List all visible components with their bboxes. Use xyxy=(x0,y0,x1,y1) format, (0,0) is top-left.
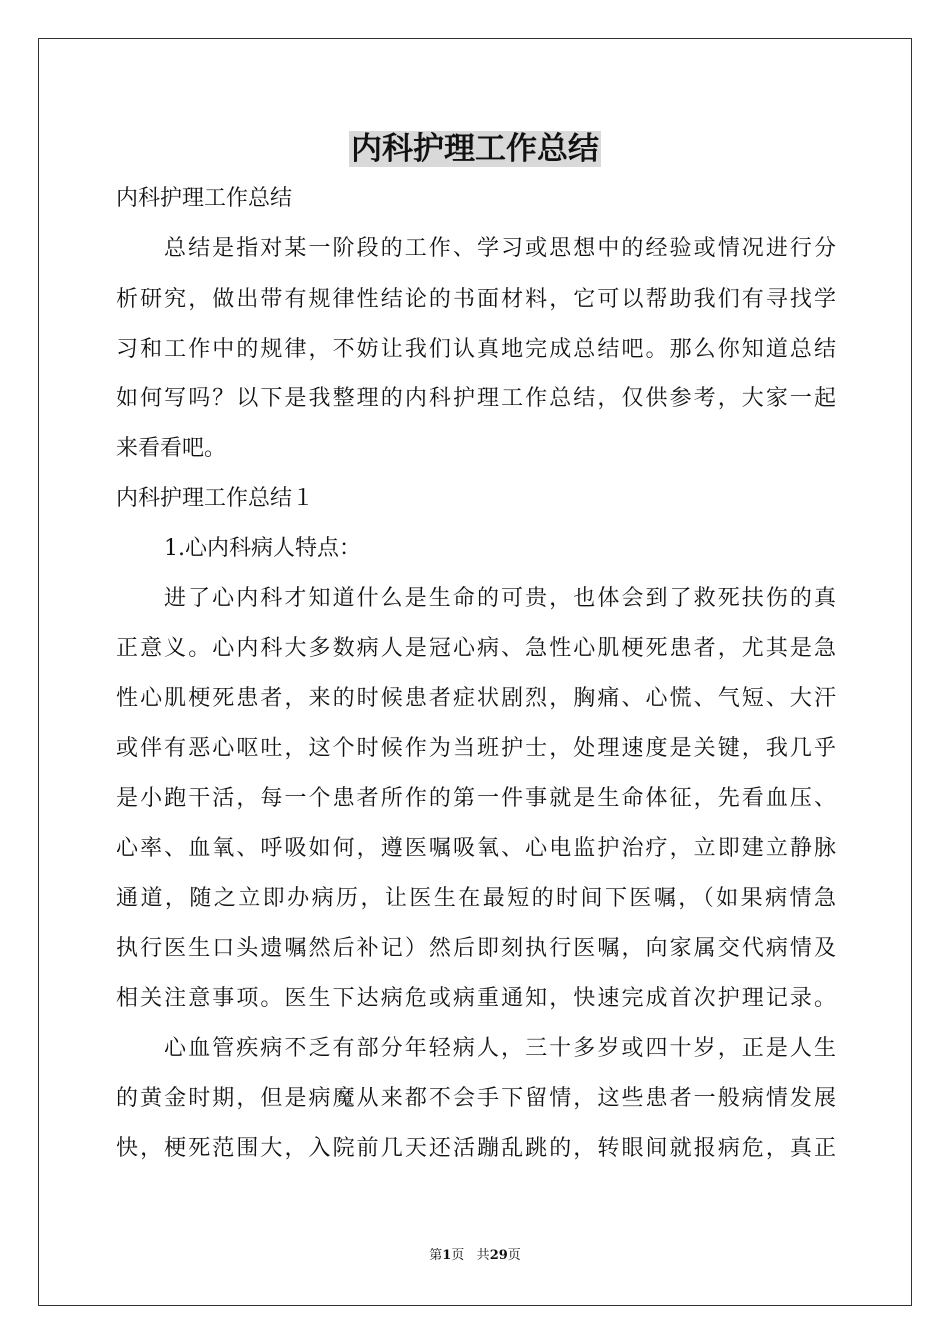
paragraph-line: 执行医生口头遗嘱然后补记）然后即刻执行医嘱，向家属交代病情及 xyxy=(116,936,836,961)
paragraph-line: 通道，随之立即办病历，让医生在最短的时间下医嘱，（如果病情急 xyxy=(116,886,836,911)
paragraph-line: 总结是指对某一阶段的工作、学习或思想中的经验或情况进行分 xyxy=(164,236,836,261)
page-border xyxy=(38,38,912,1306)
paragraph-line: 心率、血氧、呼吸如何，遵医嘱吸氧、心电监护治疗，立即建立静脉 xyxy=(116,836,836,861)
paragraph-line: 是小跑干活，每一个患者所作的第一件事就是生命体征，先看血压、 xyxy=(116,786,836,811)
paragraph-line: 或伴有恶心呕吐，这个时候作为当班护士，处理速度是关键，我几乎 xyxy=(116,736,836,761)
paragraph-line: 如何写吗？以下是我整理的内科护理工作总结，仅供参考，大家一起 xyxy=(116,386,836,411)
page-footer xyxy=(0,1247,950,1265)
paragraph-line: 性心肌梗死患者，来的时候患者症状剧烈，胸痛、心慌、气短、大汗 xyxy=(116,686,836,711)
document-title-text: 内科护理工作总结 xyxy=(351,131,599,167)
paragraph-line: 的黄金时期，但是病魔从来都不会手下留情，这些患者一般病情发展 xyxy=(116,1086,836,1111)
section-heading: 内科护理工作总结１ xyxy=(116,486,315,511)
paragraph-line: 正意义。心内科大多数病人是冠心病、急性心肌梗死患者，尤其是急 xyxy=(116,636,836,661)
footer-total-prefix: 共 xyxy=(476,1248,490,1263)
subtitle-line: 内科护理工作总结 xyxy=(116,186,293,211)
paragraph-line: 心血管疾病不乏有部分年轻病人，三十多岁或四十岁，正是人生 xyxy=(164,1036,836,1061)
current-page-number: 1 xyxy=(442,1248,452,1263)
paragraph-line: 来看看吧。 xyxy=(116,436,227,461)
footer-page-unit: 页 xyxy=(451,1248,465,1263)
document-title xyxy=(0,127,950,171)
paragraph-line: 相关注意事项。医生下达病危或病重通知，快速完成首次护理记录。 xyxy=(116,986,836,1011)
paragraph-line: 析研究，做出带有规律性结论的书面材料，它可以帮助我们有寻找学 xyxy=(116,287,836,312)
total-page-count: 29 xyxy=(489,1248,508,1263)
footer-prefix: 第 xyxy=(429,1248,443,1263)
footer-total-unit: 页 xyxy=(507,1248,521,1263)
paragraph-line: 习和工作中的规律，不妨让我们认真地完成总结吧。那么你知道总结 xyxy=(116,337,836,362)
paragraph-line: 快，梗死范围大，入院前几天还活蹦乱跳的，转眼间就报病危，真正 xyxy=(116,1136,836,1161)
paragraph-line: 进了心内科才知道什么是生命的可贵，也体会到了救死扶伤的真 xyxy=(164,586,836,611)
subsection-heading: 1.心内科病人特点： xyxy=(164,536,361,561)
